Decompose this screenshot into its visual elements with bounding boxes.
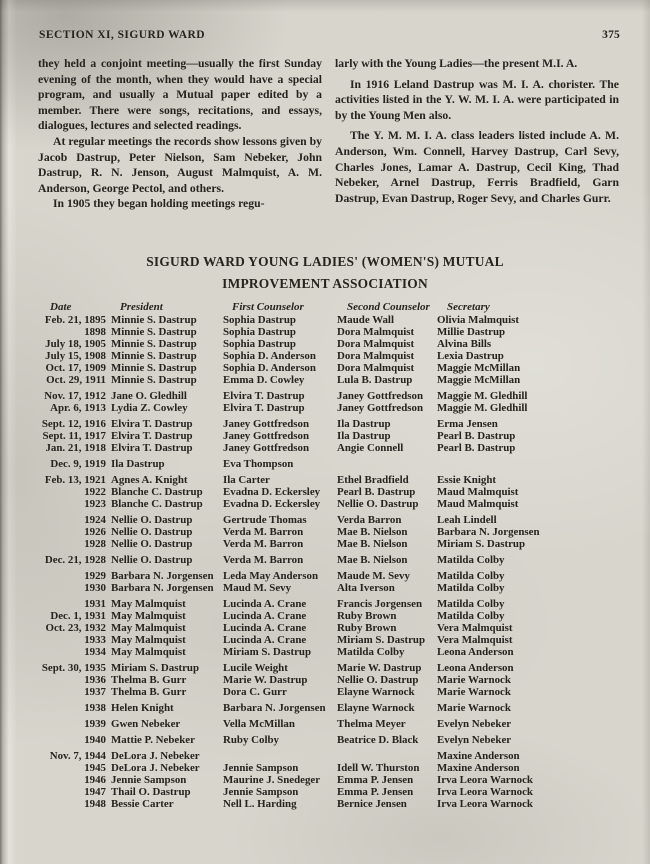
table-row xyxy=(35,442,627,454)
second-counselor-cell: Ila Dastrup xyxy=(337,430,391,442)
table-row xyxy=(35,762,627,774)
running-head xyxy=(39,29,620,41)
date-cell: Nov. 7, 1944 xyxy=(49,750,106,762)
first-counselor-cell: Nell L. Harding xyxy=(223,798,297,810)
president-cell: Elvira T. Dastrup xyxy=(111,418,193,430)
date-cell: Dec. 21, 1928 xyxy=(44,554,106,566)
first-counselor-cell: Sophia Dastrup xyxy=(223,326,296,338)
table-row xyxy=(35,634,627,646)
first-counselor-cell: Verda M. Barron xyxy=(223,538,304,550)
first-counselor-cell: Miriam S. Dastrup xyxy=(223,646,312,658)
date-cell: 1929 xyxy=(84,570,106,582)
secretary-cell: Leah Lindell xyxy=(437,514,497,526)
secretary-cell: Matilda Colby xyxy=(437,582,505,594)
date-cell: 1948 xyxy=(84,798,106,810)
president-cell: Ila Dastrup xyxy=(111,458,165,470)
table-row xyxy=(35,486,627,498)
second-counselor-cell: Nellie O. Dastrup xyxy=(337,498,419,510)
table-row xyxy=(35,554,627,566)
president-cell: Blanche C. Dastrup xyxy=(111,486,203,498)
date-cell: Feb. 13, 1921 xyxy=(44,474,106,486)
secretary-cell: Maxine Anderson xyxy=(437,762,520,774)
first-counselor-cell: Ila Carter xyxy=(223,474,270,486)
second-counselor-cell: Ruby Brown xyxy=(337,622,397,634)
secretary-cell: Miriam S. Dastrup xyxy=(437,538,526,550)
president-cell: Helen Knight xyxy=(111,702,174,714)
second-counselor-cell: Ruby Brown xyxy=(337,610,397,622)
president-cell: DeLora J. Nebeker xyxy=(111,762,200,774)
first-counselor-cell: Eva Thompson xyxy=(223,458,294,470)
secretary-cell: Leona Anderson xyxy=(437,646,514,658)
section-title: SECTION XI, SIGURD WARD xyxy=(39,29,206,41)
date-cell: 1898 xyxy=(84,326,106,338)
president-cell: Thelma B. Gurr xyxy=(111,674,187,686)
body-columns xyxy=(38,56,619,212)
secretary-cell: Vera Malmquist xyxy=(437,622,513,634)
secretary-cell: Maggie McMillan xyxy=(437,362,521,374)
date-cell: 1936 xyxy=(84,674,106,686)
secretary-cell: Vera Malmquist xyxy=(437,634,513,646)
first-counselor-cell: Verda M. Barron xyxy=(223,554,304,566)
date-cell: Nov. 17, 1912 xyxy=(44,390,106,402)
secretary-cell: Maggie M. Gledhill xyxy=(437,402,528,414)
association-title-line-1: SIGURD WARD YOUNG LADIES' (WOMEN'S) MUTUAL xyxy=(146,254,504,269)
secretary-cell: Maggie M. Gledhill xyxy=(437,390,528,402)
second-counselor-cell: Pearl B. Dastrup xyxy=(337,486,416,498)
secretary-cell: Evelyn Nebeker xyxy=(437,734,512,746)
first-counselor-column-header: First Counselor xyxy=(232,301,304,313)
date-cell: 1924 xyxy=(84,514,106,526)
table-row xyxy=(35,734,627,746)
date-cell: 1934 xyxy=(84,646,106,658)
date-cell: July 15, 1908 xyxy=(45,350,106,362)
second-counselor-cell: Thelma Meyer xyxy=(337,718,406,730)
table-row xyxy=(35,402,627,414)
president-cell: May Malmquist xyxy=(111,610,186,622)
second-counselor-cell xyxy=(337,750,437,762)
table-row xyxy=(35,674,627,686)
second-counselor-cell: Matilda Colby xyxy=(337,646,405,658)
secretary-cell: Matilda Colby xyxy=(437,554,505,566)
president-cell: Thelma B. Gurr xyxy=(111,686,187,698)
second-counselor-cell: Dora Malmquist xyxy=(337,326,415,338)
first-counselor-cell: Marie W. Dastrup xyxy=(223,674,308,686)
first-counselor-cell: Elvira T. Dastrup xyxy=(223,402,305,414)
second-counselor-column-header: Second Counselor xyxy=(347,301,430,313)
first-counselor-cell: Lucile Weight xyxy=(223,662,288,674)
table-row xyxy=(35,774,627,786)
table-body xyxy=(35,314,627,810)
table-row xyxy=(35,798,627,810)
secretary-cell: Erma Jensen xyxy=(437,418,498,430)
president-cell: Nellie O. Dastrup xyxy=(111,538,193,550)
secretary-cell: Marie Warnock xyxy=(437,674,511,686)
secretary-cell: Irva Leora Warnock xyxy=(437,798,533,810)
president-cell: DeLora J. Nebeker xyxy=(111,750,200,762)
secretary-cell: Irva Leora Warnock xyxy=(437,786,533,798)
second-counselor-cell: Dora Malmquist xyxy=(337,338,415,350)
first-counselor-cell: Sophia D. Anderson xyxy=(223,362,316,374)
secretary-cell: Maud Malmquist xyxy=(437,486,519,498)
paragraph: they held a conjoint meeting—usually the first Sunday evening of the month, when they would have a special program, and usually a Mutual paper edited by a member. There were songs, recitations, and essays, dialogues, lectures and selected readings. xyxy=(38,57,322,133)
table-row xyxy=(35,662,627,674)
association-title xyxy=(0,251,650,295)
first-counselor-cell: Jennie Sampson xyxy=(223,786,299,798)
table-row xyxy=(35,498,627,510)
date-cell: 1928 xyxy=(84,538,106,550)
first-counselor-cell: Lucinda A. Crane xyxy=(223,622,307,634)
table-row xyxy=(35,374,627,386)
table-row xyxy=(35,314,627,326)
second-counselor-cell: Maude M. Sevy xyxy=(337,570,410,582)
president-cell: Barbara N. Jorgensen xyxy=(111,570,214,582)
second-counselor-cell: Francis Jorgensen xyxy=(337,598,422,610)
president-cell: Minnie S. Dastrup xyxy=(111,326,197,338)
first-counselor-cell: Emma D. Cowley xyxy=(223,374,305,386)
second-counselor-cell: Angie Connell xyxy=(337,442,404,454)
first-counselor-cell: Ruby Colby xyxy=(223,734,279,746)
date-cell: 1940 xyxy=(84,734,106,746)
first-counselor-cell: Elvira T. Dastrup xyxy=(223,390,305,402)
table-row xyxy=(35,338,627,350)
table-row xyxy=(35,646,627,658)
president-cell: Gwen Nebeker xyxy=(111,718,181,730)
paragraph: At regular meetings the records show lessons given by Jacob Dastrup, Peter Nielson, Sam Nebeker, John Dastrup, R. N. Jenson, August Malmquist, A. M. Anderson, George Pectol, and others. xyxy=(38,134,322,195)
date-cell: 1926 xyxy=(84,526,106,538)
table-row xyxy=(35,786,627,798)
first-counselor-cell: Maurine J. Snedeger xyxy=(223,774,321,786)
date-cell: 1945 xyxy=(84,762,106,774)
secretary-cell: Marie Warnock xyxy=(437,702,511,714)
first-counselor-cell: Leda May Anderson xyxy=(223,570,319,582)
table-header-row xyxy=(35,300,627,314)
second-counselor-cell: Miriam S. Dastrup xyxy=(337,634,426,646)
president-cell: Elvira T. Dastrup xyxy=(111,430,193,442)
date-cell: 1938 xyxy=(84,702,106,714)
secretary-cell: Maggie McMillan xyxy=(437,374,521,386)
paragraph: In 1916 Leland Dastrup was M. I. A. chorister. The activities listed in the Y. W. M. I. A. were participated in by the Young Men also. xyxy=(335,77,619,122)
secretary-cell: Pearl B. Dastrup xyxy=(437,430,516,442)
president-cell: Agnes A. Knight xyxy=(111,474,188,486)
president-cell: Mattie P. Nebeker xyxy=(111,734,195,746)
date-cell: 1933 xyxy=(84,634,106,646)
table-row xyxy=(35,582,627,594)
first-counselor-cell: Sophia Dastrup xyxy=(223,338,296,350)
first-counselor-cell: Lucinda A. Crane xyxy=(223,634,307,646)
table-row xyxy=(35,526,627,538)
president-cell: Minnie S. Dastrup xyxy=(111,350,197,362)
date-cell: 1946 xyxy=(84,774,106,786)
table-row xyxy=(35,362,627,374)
second-counselor-cell: Mae B. Nielson xyxy=(337,538,408,550)
first-counselor-cell: Sophia Dastrup xyxy=(223,314,296,326)
date-cell: Dec. 1, 1931 xyxy=(50,610,106,622)
first-counselor-cell: Evadna D. Eckersley xyxy=(223,498,321,510)
secretary-cell: Leona Anderson xyxy=(437,662,514,674)
table-row xyxy=(35,458,627,470)
table-row xyxy=(35,686,627,698)
president-column-header: President xyxy=(120,301,163,313)
date-cell: Sept. 12, 1916 xyxy=(41,418,106,430)
page-number: 375 xyxy=(602,29,620,41)
second-counselor-cell: Verda Barron xyxy=(337,514,402,526)
president-cell: Bessie Carter xyxy=(111,798,174,810)
table-row xyxy=(35,750,627,762)
date-cell: Feb. 21, 1895 xyxy=(44,314,106,326)
table-row xyxy=(35,538,627,550)
secretary-cell: Irva Leora Warnock xyxy=(437,774,533,786)
president-cell: Minnie S. Dastrup xyxy=(111,314,197,326)
secretary-cell: Pearl B. Dastrup xyxy=(437,442,516,454)
paragraph: In 1905 they began holding meetings regu- xyxy=(53,197,265,211)
second-counselor-cell: Elayne Warnock xyxy=(337,702,415,714)
president-cell: Barbara N. Jorgensen xyxy=(111,582,214,594)
second-counselor-cell: Dora Malmquist xyxy=(337,362,415,374)
president-cell: Jennie Sampson xyxy=(111,774,187,786)
secretary-cell xyxy=(437,458,627,470)
secretary-cell: Marie Warnock xyxy=(437,686,511,698)
president-cell: Minnie S. Dastrup xyxy=(111,362,197,374)
date-cell: 1922 xyxy=(84,486,106,498)
president-cell: Nellie O. Dastrup xyxy=(111,514,193,526)
second-counselor-cell: Ethel Bradfield xyxy=(337,474,409,486)
president-cell: Jane O. Gledhill xyxy=(111,390,187,402)
president-cell: Lydia Z. Cowley xyxy=(111,402,188,414)
secretary-cell: Maxine Anderson xyxy=(437,750,520,762)
table-row xyxy=(35,474,627,486)
secretary-cell: Alvina Bills xyxy=(437,338,492,350)
table-row xyxy=(35,326,627,338)
second-counselor-cell: Lula B. Dastrup xyxy=(337,374,413,386)
secretary-cell: Evelyn Nebeker xyxy=(437,718,512,730)
second-counselor-cell: Mae B. Nielson xyxy=(337,526,408,538)
officers-table xyxy=(35,300,627,810)
table-row xyxy=(35,514,627,526)
president-cell: Elvira T. Dastrup xyxy=(111,442,193,454)
table-row xyxy=(35,598,627,610)
second-counselor-cell: Marie W. Dastrup xyxy=(337,662,422,674)
second-counselor-cell: Alta Iverson xyxy=(337,582,395,594)
second-counselor-cell: Emma P. Jensen xyxy=(337,786,414,798)
date-cell: Jan. 21, 1918 xyxy=(45,442,106,454)
table-row xyxy=(35,702,627,714)
president-cell: May Malmquist xyxy=(111,622,186,634)
secretary-column-header: Secretary xyxy=(447,301,490,313)
first-counselor-cell: Janey Gottfredson xyxy=(223,430,310,442)
president-cell: Blanche C. Dastrup xyxy=(111,498,203,510)
president-cell: Miriam S. Dastrup xyxy=(111,662,200,674)
second-counselor-cell xyxy=(337,458,437,470)
date-cell: Apr. 6, 1913 xyxy=(50,402,106,414)
table-row xyxy=(35,622,627,634)
president-cell: Minnie S. Dastrup xyxy=(111,374,197,386)
secretary-cell: Maud Malmquist xyxy=(437,498,519,510)
second-counselor-cell: Elayne Warnock xyxy=(337,686,415,698)
second-counselor-cell: Emma P. Jensen xyxy=(337,774,414,786)
first-counselor-cell: Dora C. Gurr xyxy=(223,686,287,698)
president-cell: May Malmquist xyxy=(111,634,186,646)
date-cell: 1930 xyxy=(84,582,106,594)
table-row xyxy=(35,418,627,430)
president-cell: Minnie S. Dastrup xyxy=(111,338,197,350)
first-counselor-cell xyxy=(223,750,337,762)
president-cell: May Malmquist xyxy=(111,598,186,610)
first-counselor-cell: Lucinda A. Crane xyxy=(223,598,307,610)
association-title-line-2: IMPROVEMENT ASSOCIATION xyxy=(222,276,428,291)
secretary-cell: Matilda Colby xyxy=(437,570,505,582)
secretary-cell: Millie Dastrup xyxy=(437,326,506,338)
table-row xyxy=(35,430,627,442)
date-cell: July 18, 1905 xyxy=(45,338,106,350)
first-counselor-cell: Verda M. Barron xyxy=(223,526,304,538)
secretary-cell: Matilda Colby xyxy=(437,598,505,610)
first-counselor-cell: Maud M. Sevy xyxy=(223,582,292,594)
date-cell: 1923 xyxy=(84,498,106,510)
secretary-cell: Matilda Colby xyxy=(437,610,505,622)
paragraph: The Y. M. M. I. A. class leaders listed include A. M. Anderson, Wm. Connell, Harvey Dastrup, Carl Sevy, Charles Jones, Lamar A. Dastrup, Cecil King, Thad Nebeker, Arnel Dastrup, Ferris Bradfield, Garn Dastrup, Evan Dastrup, Roger Sevy, and Charles Gurr. xyxy=(335,129,619,205)
second-counselor-cell: Ila Dastrup xyxy=(337,418,391,430)
table-row xyxy=(35,350,627,362)
second-counselor-cell: Idell W. Thurston xyxy=(337,762,420,774)
president-cell: Thail O. Dastrup xyxy=(111,786,191,798)
table-row xyxy=(35,718,627,730)
secretary-cell: Barbara N. Jorgensen xyxy=(437,526,540,538)
paragraph: larly with the Young Ladies—the present M.I. A. xyxy=(335,57,578,70)
second-counselor-cell: Nellie O. Dastrup xyxy=(337,674,419,686)
date-cell: Sept. 11, 1917 xyxy=(42,430,106,442)
left-column xyxy=(38,56,322,212)
first-counselor-cell: Janey Gottfredson xyxy=(223,442,310,454)
first-counselor-cell: Vella McMillan xyxy=(223,718,295,730)
first-counselor-cell: Sophia D. Anderson xyxy=(223,350,316,362)
first-counselor-cell: Barbara N. Jorgensen xyxy=(223,702,326,714)
date-cell: Oct. 17, 1909 xyxy=(45,362,106,374)
second-counselor-cell: Maude Wall xyxy=(337,314,394,326)
secretary-cell: Lexia Dastrup xyxy=(437,350,504,362)
second-counselor-cell: Dora Malmquist xyxy=(337,350,415,362)
second-counselor-cell: Janey Gottfredson xyxy=(337,402,424,414)
table-row xyxy=(35,610,627,622)
date-cell: Oct. 23, 1932 xyxy=(45,622,106,634)
date-cell: Oct. 29, 1911 xyxy=(46,374,106,386)
first-counselor-cell: Janey Gottfredson xyxy=(223,418,310,430)
second-counselor-cell: Bernice Jensen xyxy=(337,798,407,810)
president-cell: Nellie O. Dastrup xyxy=(111,554,193,566)
table-row xyxy=(35,570,627,582)
president-cell: Nellie O. Dastrup xyxy=(111,526,193,538)
secretary-cell: Essie Knight xyxy=(437,474,497,486)
date-cell: Dec. 9, 1919 xyxy=(50,458,106,470)
date-cell: 1931 xyxy=(84,598,106,610)
second-counselor-cell: Mae B. Nielson xyxy=(337,554,408,566)
table-row xyxy=(35,390,627,402)
second-counselor-cell: Beatrice D. Black xyxy=(337,734,419,746)
secretary-cell: Olivia Malmquist xyxy=(437,314,519,326)
first-counselor-cell: Evadna D. Eckersley xyxy=(223,486,321,498)
president-cell: May Malmquist xyxy=(111,646,186,658)
date-cell: 1947 xyxy=(84,786,106,798)
first-counselor-cell: Gertrude Thomas xyxy=(223,514,307,526)
date-column-header: Date xyxy=(50,301,72,313)
right-column xyxy=(335,56,619,212)
second-counselor-cell: Janey Gottfredson xyxy=(337,390,424,402)
first-counselor-cell: Jennie Sampson xyxy=(223,762,299,774)
date-cell: 1939 xyxy=(84,718,106,730)
date-cell: Sept. 30, 1935 xyxy=(41,662,106,674)
date-cell: 1937 xyxy=(84,686,106,698)
first-counselor-cell: Lucinda A. Crane xyxy=(223,610,307,622)
